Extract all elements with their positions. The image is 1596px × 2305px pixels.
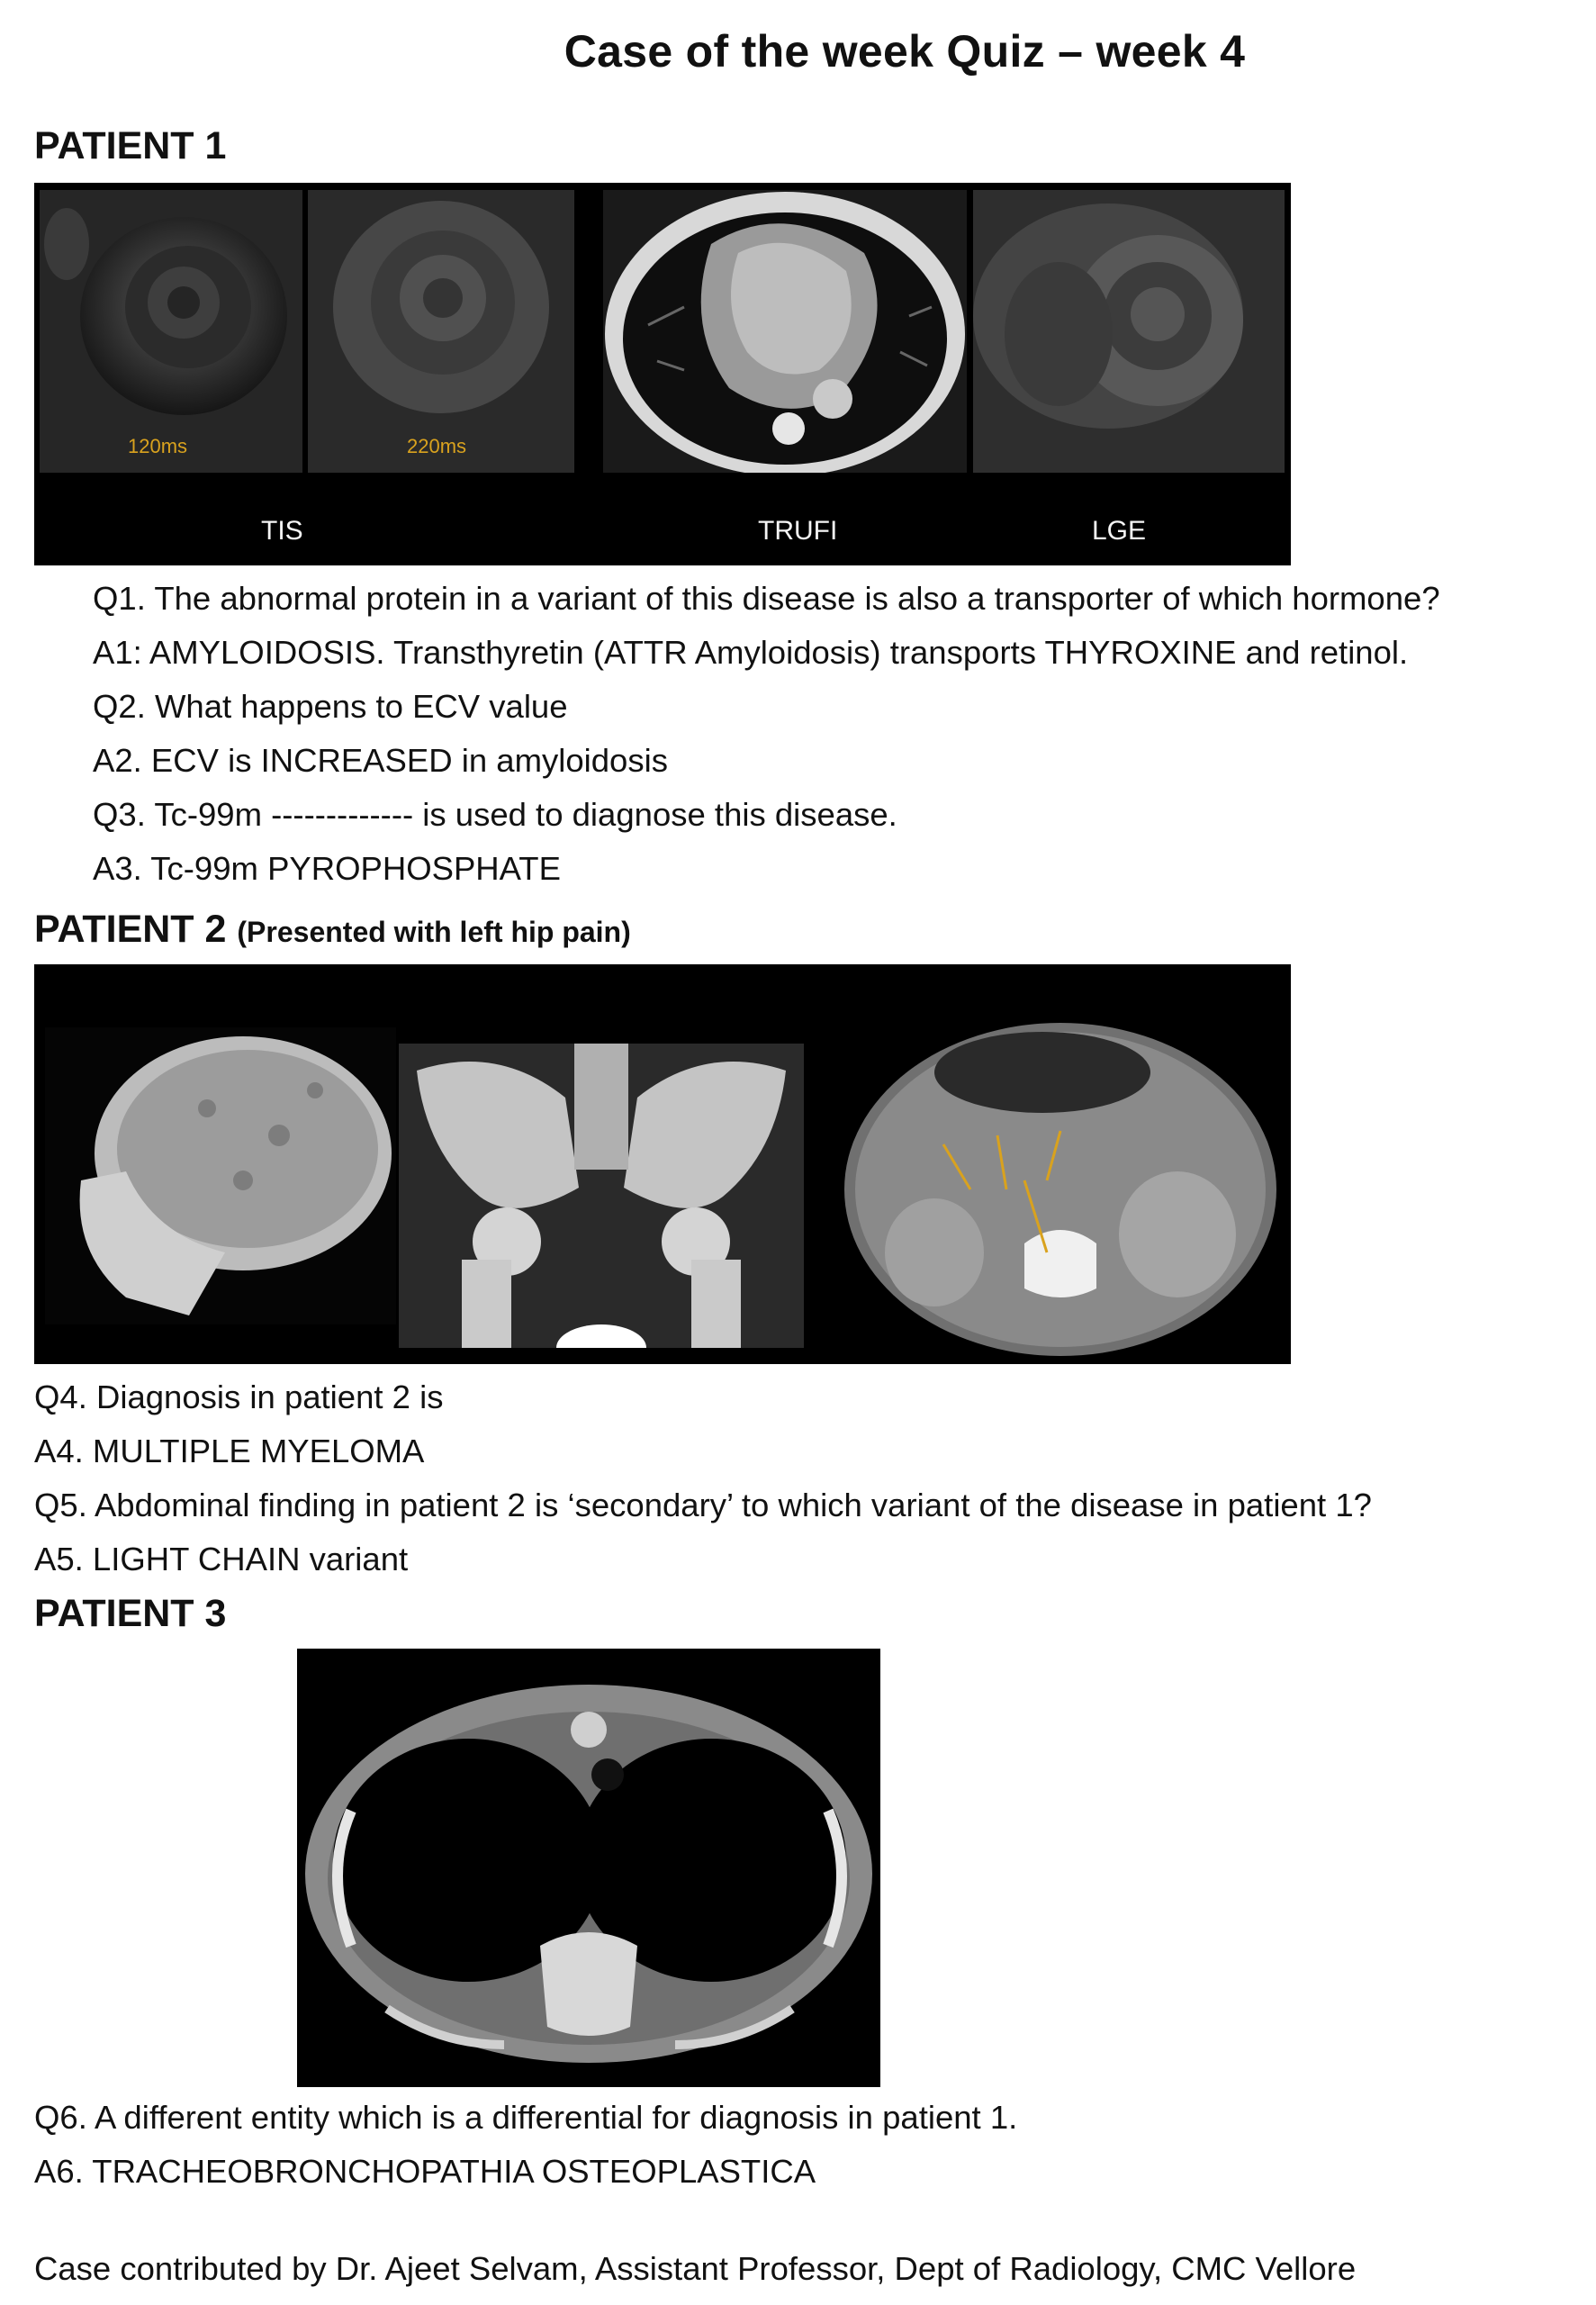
qa-a5: A5. LIGHT CHAIN variant [34,1541,409,1577]
qa-a2: A2. ECV is INCREASED in amyloidosis [93,742,668,779]
skull-xray-image [45,1027,396,1324]
patient3-qa-list [34,2098,1017,2206]
pelvis-xray-image [399,1044,804,1348]
qa-a3: A3. Tc-99m PYROPHOSPHATE [93,850,561,887]
patient2-radiograph-figure [34,964,1291,1364]
abdominal-ct-image [835,1009,1285,1364]
qa-a4: A4. MULTIPLE MYELOMA [34,1433,425,1469]
tis-220ms-image [308,190,574,473]
page-title: Case of the week Quiz – week 4 [564,26,1246,77]
patient2-heading [34,908,631,952]
patient3-chest-ct-figure [297,1649,880,2087]
qa-a6: A6. TRACHEOBRONCHOPATHIA OSTEOPLASTICA [34,2153,816,2190]
patient1-qa-list [93,579,1440,903]
patient1-mri-figure [34,183,1291,565]
page-footer: Case contributed by Dr. Ajeet Selvam, Assistant Professor, Dept of Radiology, CMC Vellore [34,2250,1357,2287]
patient3-heading: PATIENT 3 [34,1592,227,1635]
patient2-title: PATIENT 2 [34,908,227,951]
tis-120ms-image [40,190,302,473]
trufi-label: TRUFI [758,516,838,546]
patient2-subtitle: (Presented with left hip pain) [237,916,631,948]
qa-a1: A1: AMYLOIDOSIS. Transthyretin (ATTR Amyloidosis) transports THYROXINE and retinol. [93,634,1409,671]
time-label-120ms: 120ms [128,435,188,457]
lge-label: LGE [1092,516,1147,546]
qa-q5: Q5. Abdominal finding in patient 2 is ‘secondary’ to which variant of the disease in patient 1? [34,1487,1372,1523]
tis-label: TIS [261,516,303,546]
lge-image [973,190,1285,473]
qa-q2: Q2. What happens to ECV value [93,688,568,725]
time-label-220ms: 220ms [407,435,467,457]
patient1-heading: PATIENT 1 [34,124,227,167]
qa-q6: Q6. A different entity which is a differential for diagnosis in patient 1. [34,2099,1018,2136]
qa-q4: Q4. Diagnosis in patient 2 is [34,1378,444,1415]
patient2-qa-list [34,1378,1372,1594]
qa-q1: Q1. The abnormal protein in a variant of this disease is also a transporter of which hormone? [93,580,1440,617]
qa-q3: Q3. Tc-99m ------------- is used to diagnose this disease. [93,796,897,833]
chest-ct-image [297,1649,880,2087]
trufi-image [603,190,967,473]
